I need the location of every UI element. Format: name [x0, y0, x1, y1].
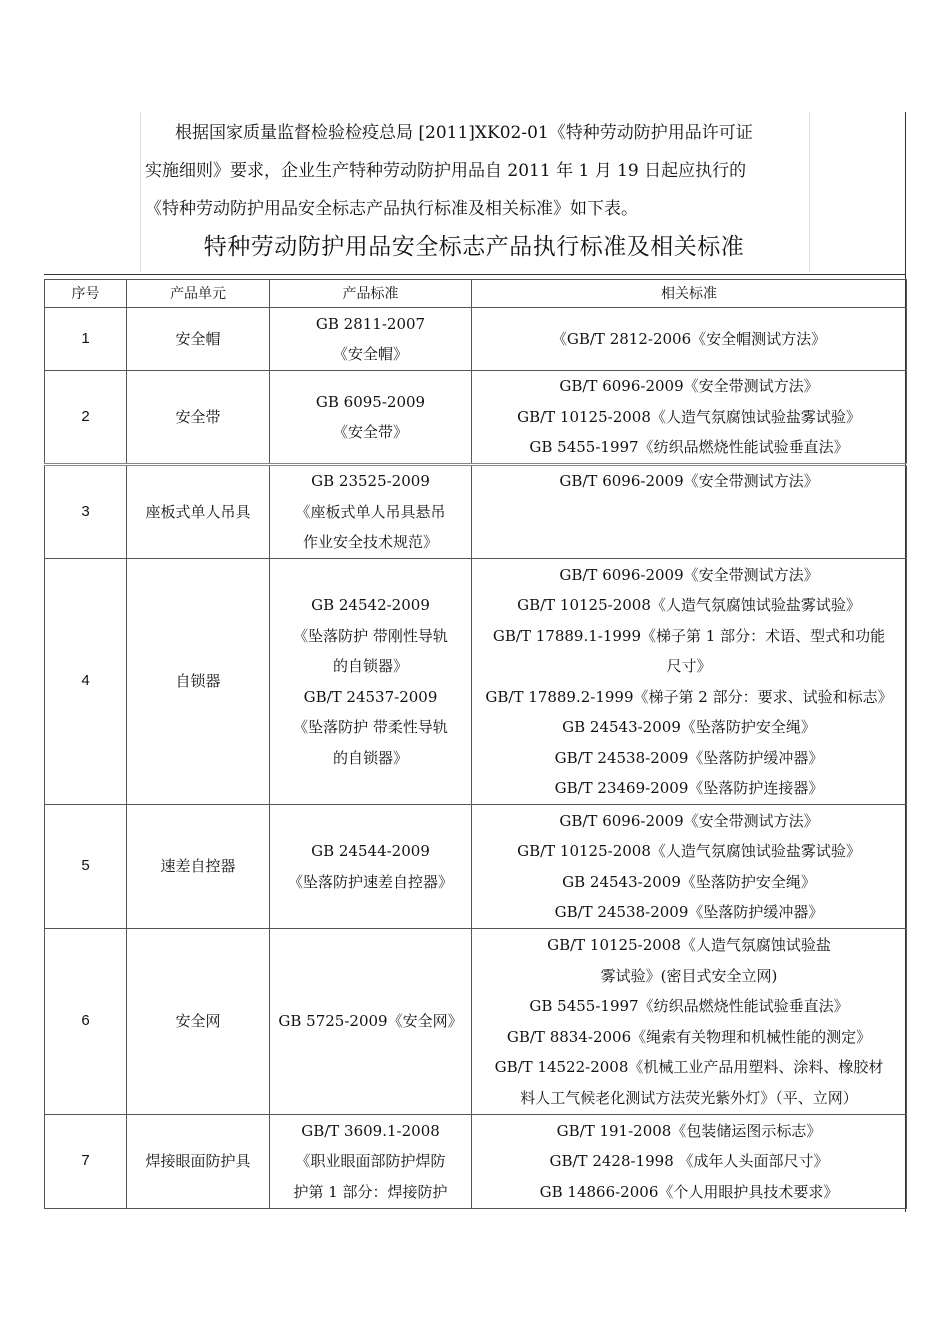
row-number: 3 [45, 465, 127, 559]
related-standard-line: GB 5455-1997《纺织品燃烧性能试验垂直法》 [529, 997, 849, 1015]
related-standard-line: 尺寸》 [666, 657, 712, 675]
related-standard-line: GB/T 8834-2006《绳索有关物理和机械性能的测定》 [506, 1027, 872, 1046]
related-standard-line: GB/T 17889.1-1999《梯子第 1 部分：术语、型式和功能 [492, 626, 886, 645]
intro-line-2: 实施细则》要求，企业生产特种劳动防护用品自 2011 年 1 月 19 日起应执行的 [145, 161, 747, 181]
related-standard-line: GB/T 2428-1998 《成年人头面部尺寸》 [549, 1152, 829, 1171]
product-standard-line: GB/T 24537-2009 [303, 687, 438, 706]
intro-line-3: 《特种劳动防护用品安全标志产品执行标准及相关标准》如下表。 [145, 199, 638, 219]
table-top-rule [44, 274, 906, 275]
product-standard-cell [270, 805, 472, 929]
row-number: 2 [45, 371, 127, 465]
related-standard-line: GB 14866-2006《个人用眼护具技术要求》 [539, 1182, 839, 1201]
product-standard-line: 《职业眼面部防护焊防 [295, 1152, 446, 1171]
table-row [45, 465, 907, 559]
related-standard-line: GB/T 6096-2009《安全带测试方法》 [559, 472, 819, 490]
related-standard-cell [472, 559, 907, 805]
table-row [45, 1115, 907, 1209]
related-standard-line: GB/T 6096-2009《安全带测试方法》 [559, 811, 819, 830]
related-standard-line: GB/T 10125-2008《人造气氛腐蚀试验盐雾试验》 [517, 842, 861, 860]
product-standard-cell [270, 465, 472, 559]
related-standard-cell [472, 465, 907, 559]
related-standard-line: GB/T 6096-2009《安全带测试方法》 [559, 377, 819, 396]
product-unit: 安全带 [127, 371, 270, 465]
product-unit: 焊接眼面防护具 [127, 1115, 270, 1209]
product-standard-line: 《坠落防护 带柔性导轨 [293, 718, 448, 736]
product-standard-line: GB 23525-2009 [311, 472, 430, 491]
product-standard-cell [270, 371, 472, 465]
document-title: 特种劳动防护用品安全标志产品执行标准及相关标准 [203, 234, 745, 260]
related-standard-line: GB 24543-2009《坠落防护安全绳》 [562, 872, 816, 891]
row-number: 1 [45, 308, 127, 371]
product-unit: 安全帽 [127, 308, 270, 371]
product-standard-line: 《坠落防护 带刚性导轨 [293, 626, 448, 645]
product-standard-line: 《安全帽》 [332, 345, 408, 363]
product-unit: 座板式单人吊具 [127, 465, 270, 559]
related-standard-line: GB/T 191-2008《包装储运图示标志》 [556, 1121, 822, 1140]
related-standard-line: 雾试验》(密目式安全立网) [600, 966, 778, 985]
product-standard-line: GB 6095-2009 [315, 392, 426, 411]
header-unit: 产品单元 [127, 280, 270, 308]
product-standard-line: GB 24544-2009 [311, 842, 430, 860]
product-standard-cell [270, 559, 472, 805]
related-standard-line: GB/T 23469-2009《坠落防护连接器》 [554, 779, 824, 797]
product-standard-line: GB 2811-2007 [315, 314, 426, 333]
related-standard-line: 《GB/T 2812-2006《安全帽测试方法》 [551, 329, 827, 348]
product-unit: 自锁器 [127, 559, 270, 805]
product-standard-line: GB/T 3609.1-2008 [301, 1121, 440, 1140]
related-standard-line: GB 24543-2009《坠落防护安全绳》 [562, 718, 816, 736]
row-number: 6 [45, 929, 127, 1115]
related-standard-line: GB/T 17889.2-1999《梯子第 2 部分：要求、试验和标志》 [485, 687, 893, 706]
product-standard-line: 作业安全技术规范》 [302, 533, 438, 552]
related-standard-line: GB/T 24538-2009《坠落防护缓冲器》 [554, 748, 824, 767]
product-standard-line: GB 5725-2009《安全网》 [278, 1012, 463, 1031]
header-related-standard: 相关标准 [472, 280, 907, 308]
table-row [45, 308, 907, 371]
product-standard-line: 的自锁器》 [332, 748, 408, 767]
intro-paragraph [145, 114, 810, 228]
related-standard-line: GB/T 24538-2009《坠落防护缓冲器》 [554, 903, 824, 921]
product-unit: 速差自控器 [127, 805, 270, 929]
related-standard-line: GB/T 10125-2008《人造气氛腐蚀试验盐雾试验》 [517, 407, 861, 426]
header-no: 序号 [45, 280, 127, 308]
related-standard-cell [472, 308, 907, 371]
product-standard-line: 的自锁器》 [332, 657, 408, 675]
product-unit: 安全网 [127, 929, 270, 1115]
product-standard-line: 护第 1 部分：焊接防护 [293, 1182, 448, 1201]
product-standard-line: 《坠落防护速差自控器》 [287, 872, 453, 891]
row-number: 7 [45, 1115, 127, 1209]
related-standard-cell [472, 371, 907, 465]
header-product-standard: 产品标准 [270, 280, 472, 308]
table-row [45, 805, 907, 929]
product-standard-cell [270, 929, 472, 1115]
related-standard-line: GB/T 14522-2008《机械工业产品用塑料、涂料、橡胶材 [494, 1058, 884, 1076]
product-standard-line: GB 24542-2009 [311, 596, 430, 614]
related-standard-line: 料人工气候老化测试方法荧光紫外灯》（平、立网） [520, 1088, 858, 1107]
product-standard-cell [270, 308, 472, 371]
row-number: 4 [45, 559, 127, 805]
product-standard-line: 《安全带》 [332, 423, 408, 441]
table-header-row [45, 280, 907, 308]
related-standard-cell [472, 805, 907, 929]
related-standard-cell [472, 929, 907, 1115]
related-standard-line: GB/T 6096-2009《安全带测试方法》 [559, 565, 819, 584]
row-number: 5 [45, 805, 127, 929]
intro-line-1: 根据国家质量监督检验检疫总局 [2011]XK02-01《特种劳动防护用品许可证 [175, 123, 753, 143]
standards-table [44, 279, 907, 1209]
table-body [45, 308, 907, 1209]
related-standard-line: GB 5455-1997《纺织品燃烧性能试验垂直法》 [529, 438, 849, 457]
table-row [45, 559, 907, 805]
related-standard-cell [472, 1115, 907, 1209]
related-standard-line: GB/T 10125-2008《人造气氛腐蚀试验盐雾试验》 [517, 596, 861, 614]
product-standard-line: 《座板式单人吊具悬吊 [295, 502, 446, 521]
table-row [45, 929, 907, 1115]
related-standard-line: GB/T 10125-2008《人造气氛腐蚀试验盐 [547, 936, 831, 954]
product-standard-cell [270, 1115, 472, 1209]
table-row [45, 371, 907, 465]
